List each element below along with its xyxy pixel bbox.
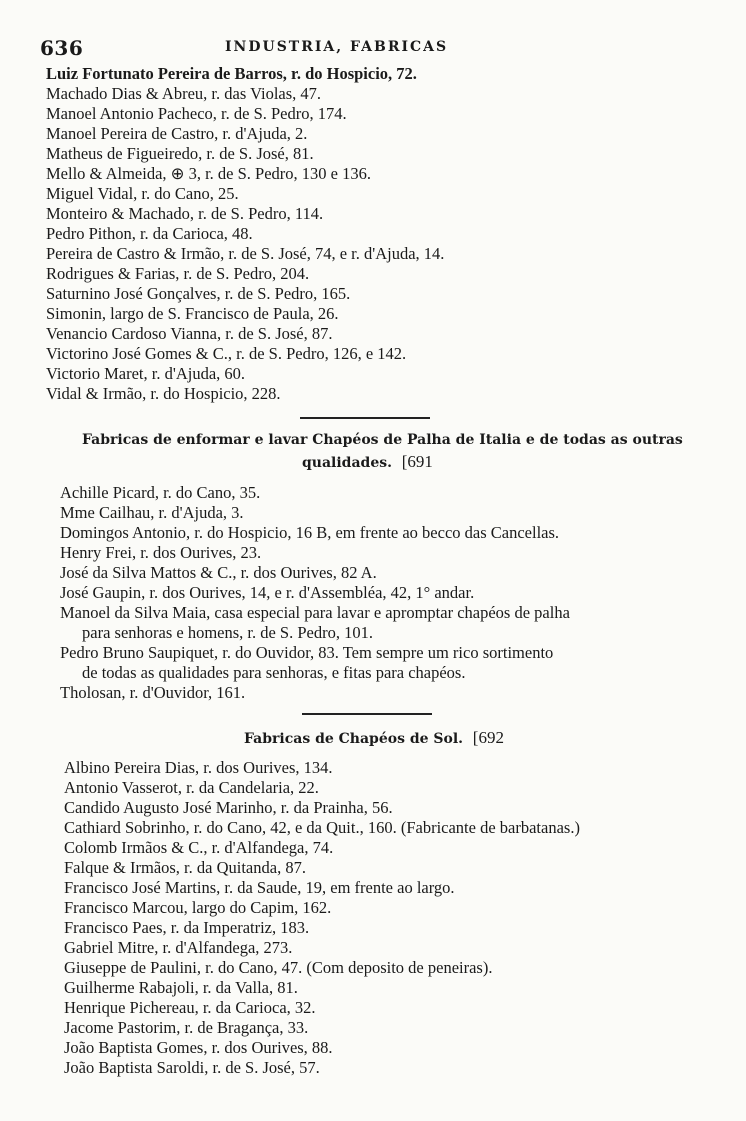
list-entry: Jacome Pastorim, r. de Bragança, 33. xyxy=(64,1018,309,1037)
list-entry: Luiz Fortunato Pereira de Barros, r. do Hospicio, 72. xyxy=(46,64,417,83)
list-entry: Pereira de Castro & Irmão, r. de S. José, 74, e r. d'Ajuda, 14. xyxy=(46,244,445,263)
list-entry: Antonio Vasserot, r. da Candelaria, 22. xyxy=(64,778,319,797)
list-entry: Miguel Vidal, r. do Cano, 25. xyxy=(46,184,239,203)
list-entry-continued: para senhoras e homens, r. de S. Pedro, 101. xyxy=(82,623,373,642)
section-divider xyxy=(302,713,432,715)
list-entry: João Baptista Saroldi, r. de S. José, 57. xyxy=(64,1058,320,1077)
list-entry: Machado Dias & Abreu, r. das Violas, 47. xyxy=(46,84,322,103)
section-heading: Fabricas de enformar e lavar Chapéos de Palha de Italia e de todas as outras xyxy=(82,432,683,448)
list-entry: Candido Augusto José Marinho, r. da Prainha, 56. xyxy=(64,798,393,817)
section-divider xyxy=(300,417,430,419)
list-entry: Falque & Irmãos, r. da Quitanda, 87. xyxy=(64,858,306,877)
section-heading xyxy=(244,728,504,748)
list-entry: Domingos Antonio, r. do Hospicio, 16 B, em frente ao becco das Cancellas. xyxy=(60,523,560,542)
list-entry: Manoel Antonio Pacheco, r. de S. Pedro, 174. xyxy=(46,104,347,123)
list-entry: Mello & Almeida, ⊕ 3, r. de S. Pedro, 130 e 136. xyxy=(46,164,372,183)
section-reference-number: [691 xyxy=(401,452,433,471)
list-entry: Guilherme Rabajoli, r. da Valla, 81. xyxy=(64,978,298,997)
list-entry: Henrique Pichereau, r. da Carioca, 32. xyxy=(64,998,316,1017)
list-entry: Henry Frei, r. dos Ourives, 23. xyxy=(60,543,262,562)
list-entry: Matheus de Figueiredo, r. de S. José, 81. xyxy=(46,144,314,163)
list-entry: Manoel Pereira de Castro, r. d'Ajuda, 2. xyxy=(46,124,308,143)
list-entry: Francisco Paes, r. da Imperatriz, 183. xyxy=(64,918,310,937)
list-entry: Tholosan, r. d'Ouvidor, 161. xyxy=(60,683,246,702)
list-entry: Pedro Pithon, r. da Carioca, 48. xyxy=(46,224,253,243)
list-entry: Monteiro & Machado, r. de S. Pedro, 114. xyxy=(46,204,324,223)
section-heading-text: qualidades. xyxy=(302,455,392,471)
page-number: 636 xyxy=(40,36,84,60)
list-entry: Simonin, largo de S. Francisco de Paula, 26. xyxy=(46,304,339,323)
list-entry: Victorino José Gomes & C., r. de S. Pedro, 126, e 142. xyxy=(46,344,407,363)
list-entry: Vidal & Irmão, r. do Hospicio, 228. xyxy=(46,384,281,403)
list-entry: Francisco José Martins, r. da Saude, 19, em frente ao largo. xyxy=(64,878,455,897)
running-title: INDUSTRIA, FABRICAS xyxy=(225,39,449,55)
section-heading-continued xyxy=(302,452,433,472)
list-entry: Saturnino José Gonçalves, r. de S. Pedro, 165. xyxy=(46,284,351,303)
list-entry: Pedro Bruno Saupiquet, r. do Ouvidor, 83. Tem sempre um rico sortimento xyxy=(60,643,554,662)
list-entry: Cathiard Sobrinho, r. do Cano, 42, e da Quit., 160. (Fabricante de barbatanas.) xyxy=(64,818,580,837)
list-entry: Albino Pereira Dias, r. dos Ourives, 134. xyxy=(64,758,333,777)
list-entry: Venancio Cardoso Vianna, r. de S. José, 87. xyxy=(46,324,333,343)
list-entry: Rodrigues & Farias, r. de S. Pedro, 204. xyxy=(46,264,310,283)
section-reference-number: [692 xyxy=(472,728,504,747)
list-entry: José da Silva Mattos & C., r. dos Ourives, 82 A. xyxy=(60,563,377,582)
list-entry: José Gaupin, r. dos Ourives, 14, e r. d'Assembléa, 42, 1° andar. xyxy=(60,583,475,602)
list-entry: Manoel da Silva Maia, casa especial para lavar e apromptar chapéos de palha xyxy=(60,603,570,622)
list-entry: Colomb Irmãos & C., r. d'Alfandega, 74. xyxy=(64,838,334,857)
list-entry: Francisco Marcou, largo do Capim, 162. xyxy=(64,898,332,917)
list-entry: Mme Cailhau, r. d'Ajuda, 3. xyxy=(60,503,244,522)
list-entry: Giuseppe de Paulini, r. do Cano, 47. (Com deposito de peneiras). xyxy=(64,958,493,977)
list-entry-continued: de todas as qualidades para senhoras, e fitas para chapéos. xyxy=(82,663,466,682)
list-entry: Achille Picard, r. do Cano, 35. xyxy=(60,483,261,502)
section-heading-text: Fabricas de Chapéos de Sol. xyxy=(244,731,464,747)
page-header xyxy=(40,36,680,64)
list-entry: Gabriel Mitre, r. d'Alfandega, 273. xyxy=(64,938,293,957)
list-entry: Victorio Maret, r. d'Ajuda, 60. xyxy=(46,364,246,383)
list-entry: João Baptista Gomes, r. dos Ourives, 88. xyxy=(64,1038,333,1057)
